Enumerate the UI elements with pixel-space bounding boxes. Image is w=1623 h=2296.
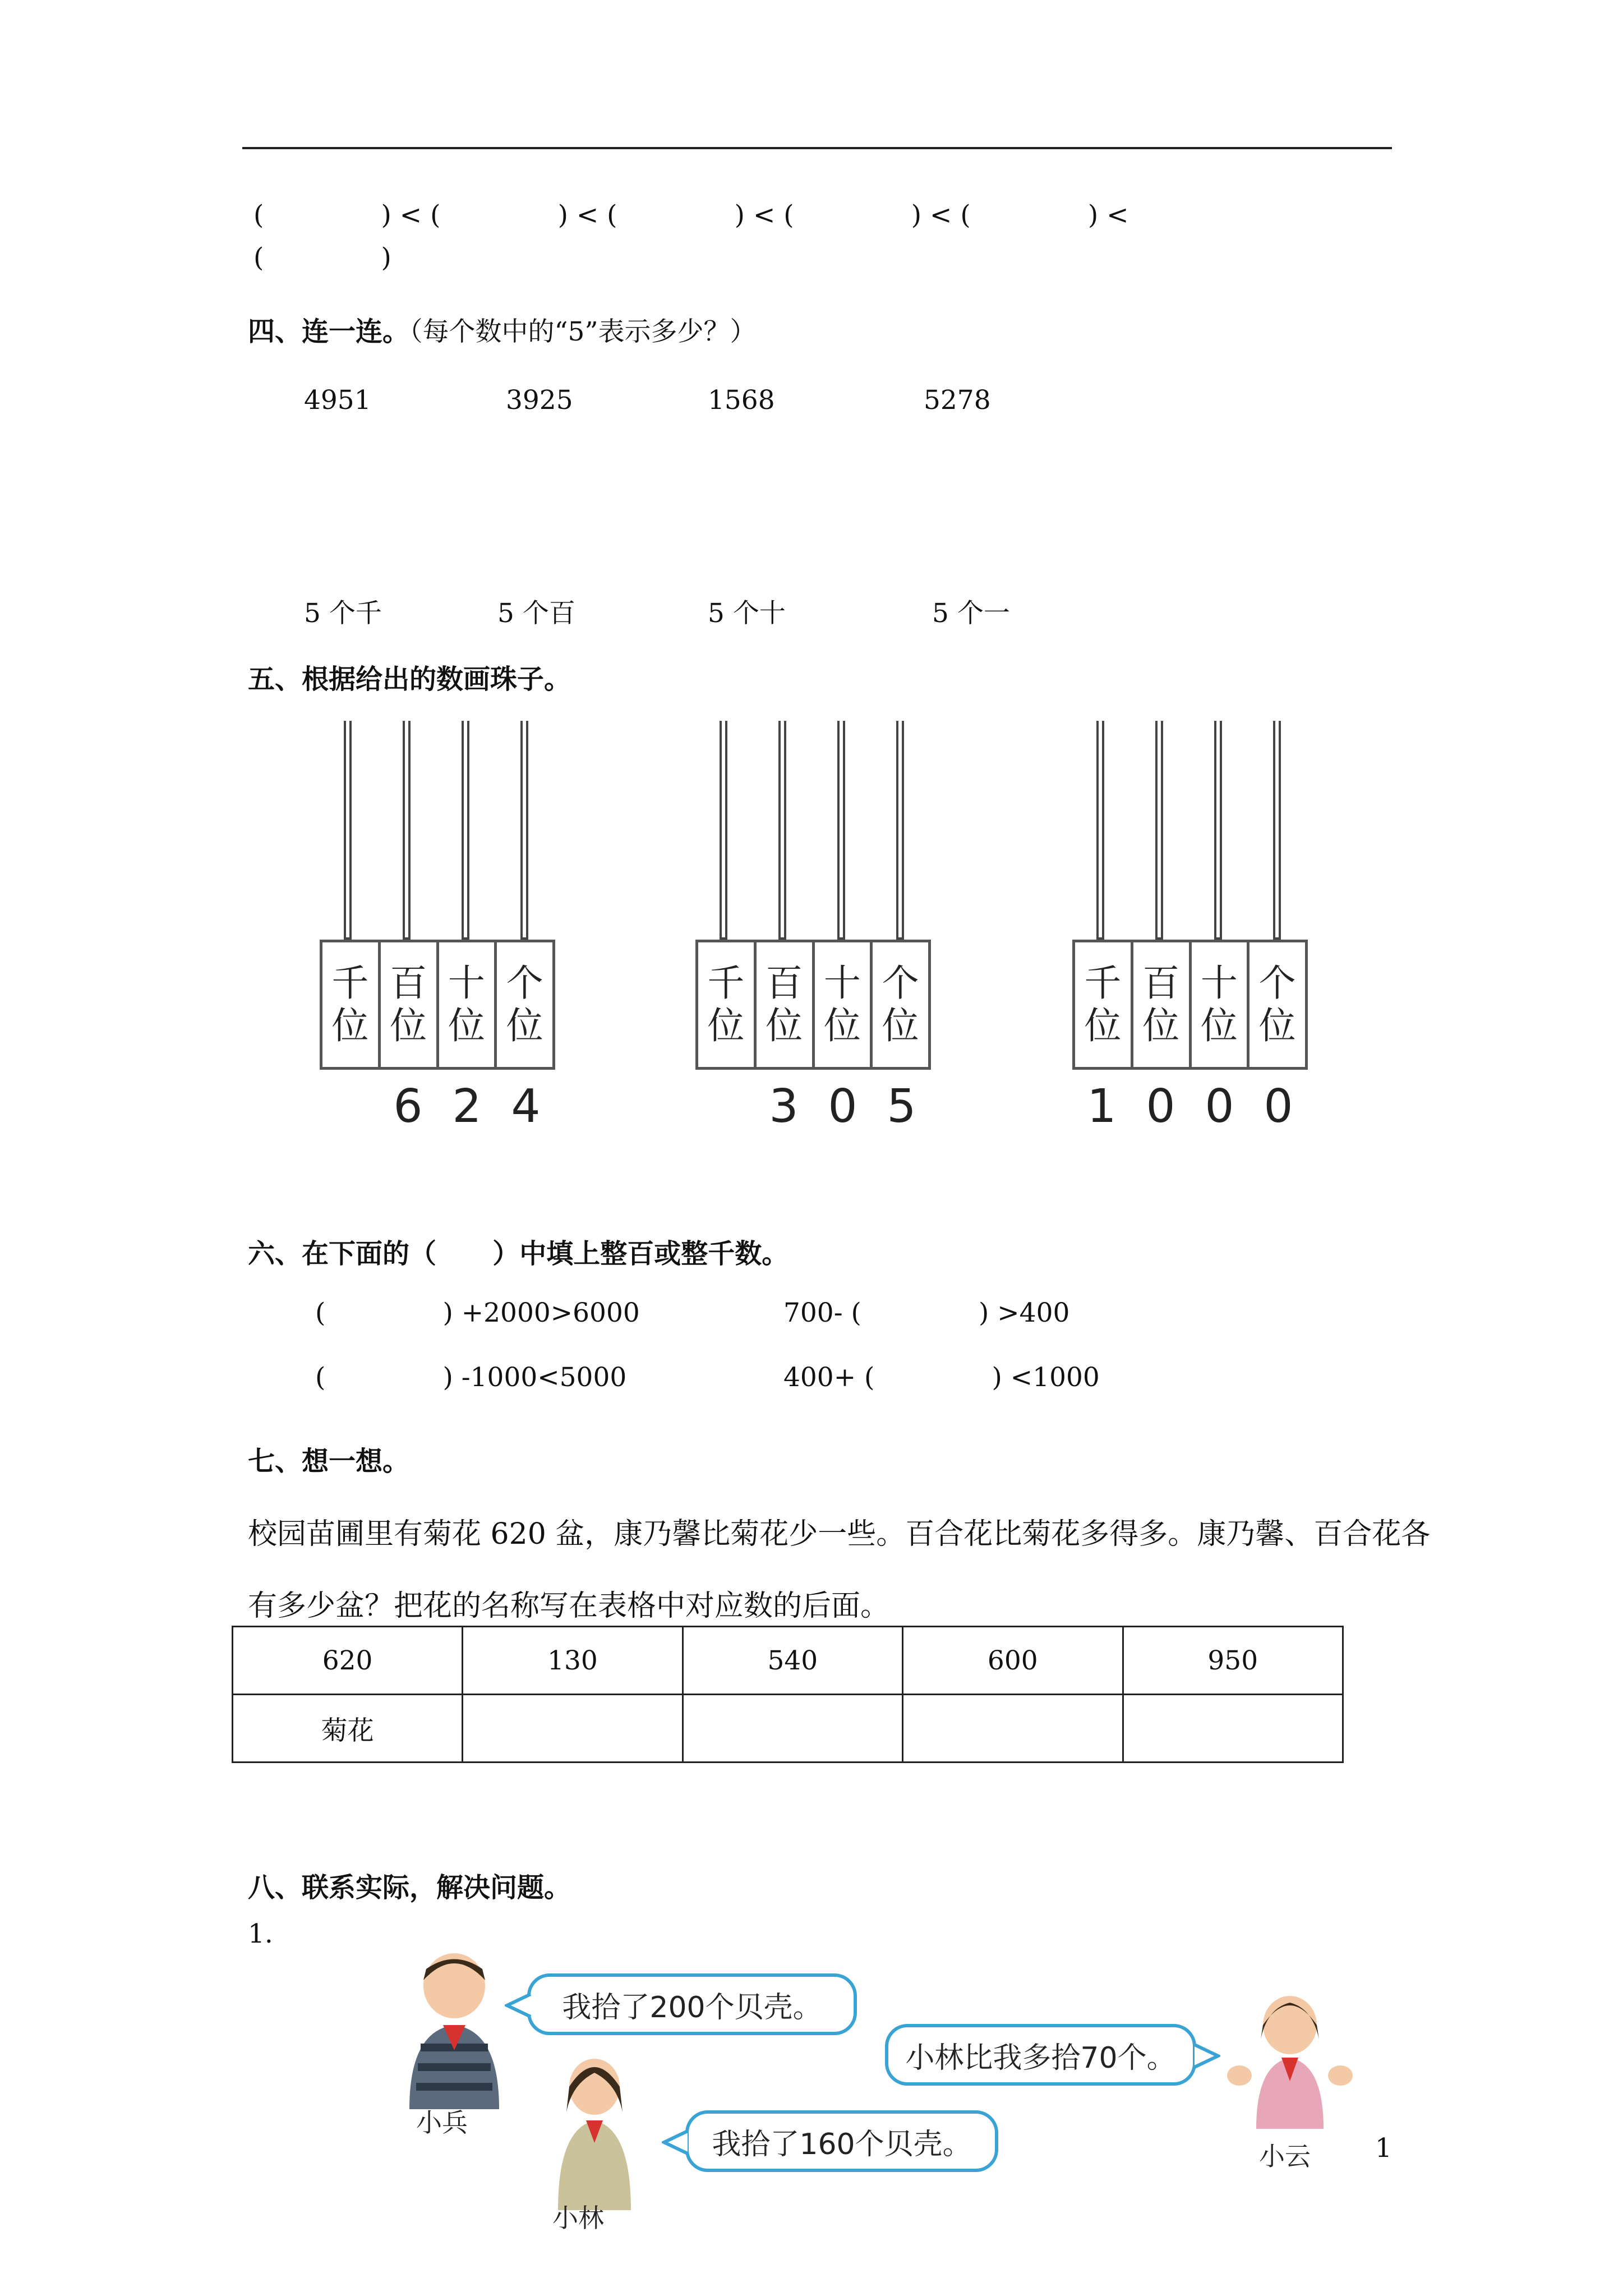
name-xiaobing: 小兵 <box>416 2108 468 2138</box>
table-cell: 菊花 <box>233 1695 463 1763</box>
place-tens <box>439 942 497 1067</box>
abacus-rod <box>1096 721 1104 940</box>
problem-text-line2: 有多少盆？把花的名称写在表格中对应数的后面。 <box>248 1589 890 1623</box>
table-row <box>233 1627 1343 1695</box>
place-thousands <box>1075 942 1133 1067</box>
digit: 0 <box>828 1080 857 1133</box>
answer-cell[interactable] <box>463 1695 683 1763</box>
section4-title: 四、连一连。 <box>248 316 410 347</box>
answer-cell[interactable] <box>903 1695 1123 1763</box>
girl-xiaolin-illustration <box>538 2050 651 2213</box>
digit: 4 <box>511 1080 541 1133</box>
bubble-tail <box>662 2128 689 2156</box>
digit: 1 <box>1087 1080 1117 1133</box>
place-thousands <box>698 942 757 1067</box>
bubble-tail <box>1193 2042 1220 2070</box>
place-label: 个 <box>506 961 543 1005</box>
place-label: 百 <box>1142 961 1180 1005</box>
table-cell: 540 <box>683 1627 902 1695</box>
abacus-3 <box>1072 721 1308 1147</box>
abacus-digits <box>1072 1080 1308 1133</box>
match-answer-3: 5 个十 <box>708 598 786 629</box>
header-rule <box>242 147 1392 149</box>
name-xiaoyun: 小云 <box>1259 2141 1311 2171</box>
place-hundreds <box>381 942 439 1067</box>
place-label: 位 <box>1200 1004 1238 1047</box>
place-label: 位 <box>331 1004 369 1047</box>
section6-title: 六、在下面的（ ）中填上整百或整千数。 <box>248 1238 789 1269</box>
place-label: 十 <box>448 961 485 1005</box>
digit: 0 <box>1205 1080 1234 1133</box>
girl-xiaoyun-illustration <box>1217 1986 1363 2132</box>
comparison-chain-line1: ( ) < ( ) < ( ) < ( ) < ( ) < <box>253 200 1129 231</box>
answer-cell[interactable] <box>1123 1695 1343 1763</box>
match-number-4: 5278 <box>924 385 991 416</box>
place-hundreds <box>757 942 815 1067</box>
digit: 2 <box>452 1080 482 1133</box>
table-row <box>233 1695 1343 1763</box>
place-value-box <box>1072 940 1308 1070</box>
place-tens <box>815 942 873 1067</box>
place-label: 位 <box>766 1004 803 1047</box>
digit <box>320 1080 379 1133</box>
digit: 6 <box>393 1080 423 1133</box>
bubble-text: 我拾了200个贝壳。 <box>562 1990 822 2024</box>
place-ones <box>1249 942 1305 1067</box>
place-label: 百 <box>766 961 803 1005</box>
bubble-text: 小林比我多拾70个。 <box>905 2041 1176 2075</box>
section7-title: 七、想一想。 <box>248 1446 410 1477</box>
place-tens <box>1192 942 1250 1067</box>
table-cell: 950 <box>1123 1627 1343 1695</box>
place-value-box <box>320 940 555 1070</box>
problem-number: 1. <box>248 1918 273 1949</box>
page-number: 1 <box>1375 2133 1392 2164</box>
digit <box>695 1080 754 1133</box>
digit: 0 <box>1264 1080 1293 1133</box>
flower-table <box>232 1626 1344 1763</box>
fill-item-4: 400+ ( ) <1000 <box>783 1362 1100 1393</box>
place-label: 千 <box>707 961 745 1005</box>
match-answer-4: 5 个一 <box>932 598 1010 629</box>
abacus-rod <box>837 721 845 940</box>
abacus-1 <box>320 721 555 1147</box>
place-label: 位 <box>1142 1004 1180 1047</box>
place-label: 位 <box>882 1004 919 1047</box>
abacus-rod <box>1273 721 1281 940</box>
place-label: 位 <box>823 1004 861 1047</box>
place-label: 百 <box>390 961 427 1005</box>
speech-bubble-xiaoyun <box>885 2024 1196 2086</box>
bubble-text: 我拾了160个贝壳。 <box>712 2127 972 2161</box>
place-label: 位 <box>1084 1004 1122 1047</box>
place-ones <box>497 942 552 1067</box>
answer-cell[interactable] <box>683 1695 902 1763</box>
speech-bubble-xiaolin <box>685 2110 998 2172</box>
abacus-digits <box>695 1080 931 1133</box>
bubble-tail <box>505 1991 532 2019</box>
place-hundreds <box>1133 942 1192 1067</box>
place-label: 位 <box>448 1004 485 1047</box>
fill-item-1: ( ) +2000>6000 <box>315 1297 640 1328</box>
abacus-rod <box>1155 721 1163 940</box>
abacus-rod <box>1214 721 1222 940</box>
match-number-2: 3925 <box>506 385 573 416</box>
section8-title: 八、联系实际，解决问题。 <box>248 1872 571 1903</box>
place-label: 千 <box>331 961 369 1005</box>
comparison-chain-line2: ( ) <box>253 242 391 273</box>
place-ones <box>873 942 928 1067</box>
place-label: 位 <box>506 1004 543 1047</box>
problem-text-line1: 校园苗圃里有菊花 620 盆，康乃馨比菊花少一些。百合花比菊花多得多。康乃馨、百合花各 <box>248 1517 1431 1551</box>
abacus-rod <box>462 721 469 940</box>
abacus-rod <box>403 721 411 940</box>
place-label: 十 <box>823 961 861 1005</box>
name-xiaolin: 小林 <box>552 2203 604 2233</box>
section5-title: 五、根据给出的数画珠子。 <box>248 664 571 695</box>
fill-item-3: ( ) -1000<5000 <box>315 1362 627 1393</box>
speech-bubble-xiaobing <box>527 1973 857 2035</box>
digit: 0 <box>1146 1080 1175 1133</box>
place-value-box <box>695 940 931 1070</box>
abacus-rod <box>720 721 727 940</box>
section4-note: （每个数中的“5”表示多少？） <box>409 316 757 347</box>
place-label: 位 <box>390 1004 427 1047</box>
match-number-1: 4951 <box>304 385 371 416</box>
digit: 3 <box>769 1080 799 1133</box>
match-answer-2: 5 个百 <box>497 598 575 629</box>
place-thousands <box>322 942 381 1067</box>
place-label: 位 <box>1258 1004 1296 1047</box>
abacus-2 <box>695 721 931 1147</box>
table-cell: 620 <box>233 1627 463 1695</box>
table-cell: 130 <box>463 1627 683 1695</box>
section4-heading <box>248 310 756 348</box>
abacus-digits <box>320 1080 555 1133</box>
place-label: 千 <box>1084 961 1122 1005</box>
place-label: 个 <box>882 961 919 1005</box>
abacus-rod <box>520 721 528 940</box>
boy-xiaobing-illustration <box>387 1947 522 2115</box>
place-label: 十 <box>1200 961 1238 1005</box>
abacus-rod <box>778 721 786 940</box>
match-answer-1: 5 个千 <box>304 598 382 629</box>
place-label: 个 <box>1258 961 1296 1005</box>
match-number-3: 1568 <box>708 385 775 416</box>
abacus-rod <box>344 721 352 940</box>
place-label: 位 <box>707 1004 745 1047</box>
digit: 5 <box>887 1080 916 1133</box>
fill-item-2: 700- ( ) >400 <box>783 1297 1070 1328</box>
table-cell: 600 <box>903 1627 1123 1695</box>
abacus-rod <box>896 721 904 940</box>
